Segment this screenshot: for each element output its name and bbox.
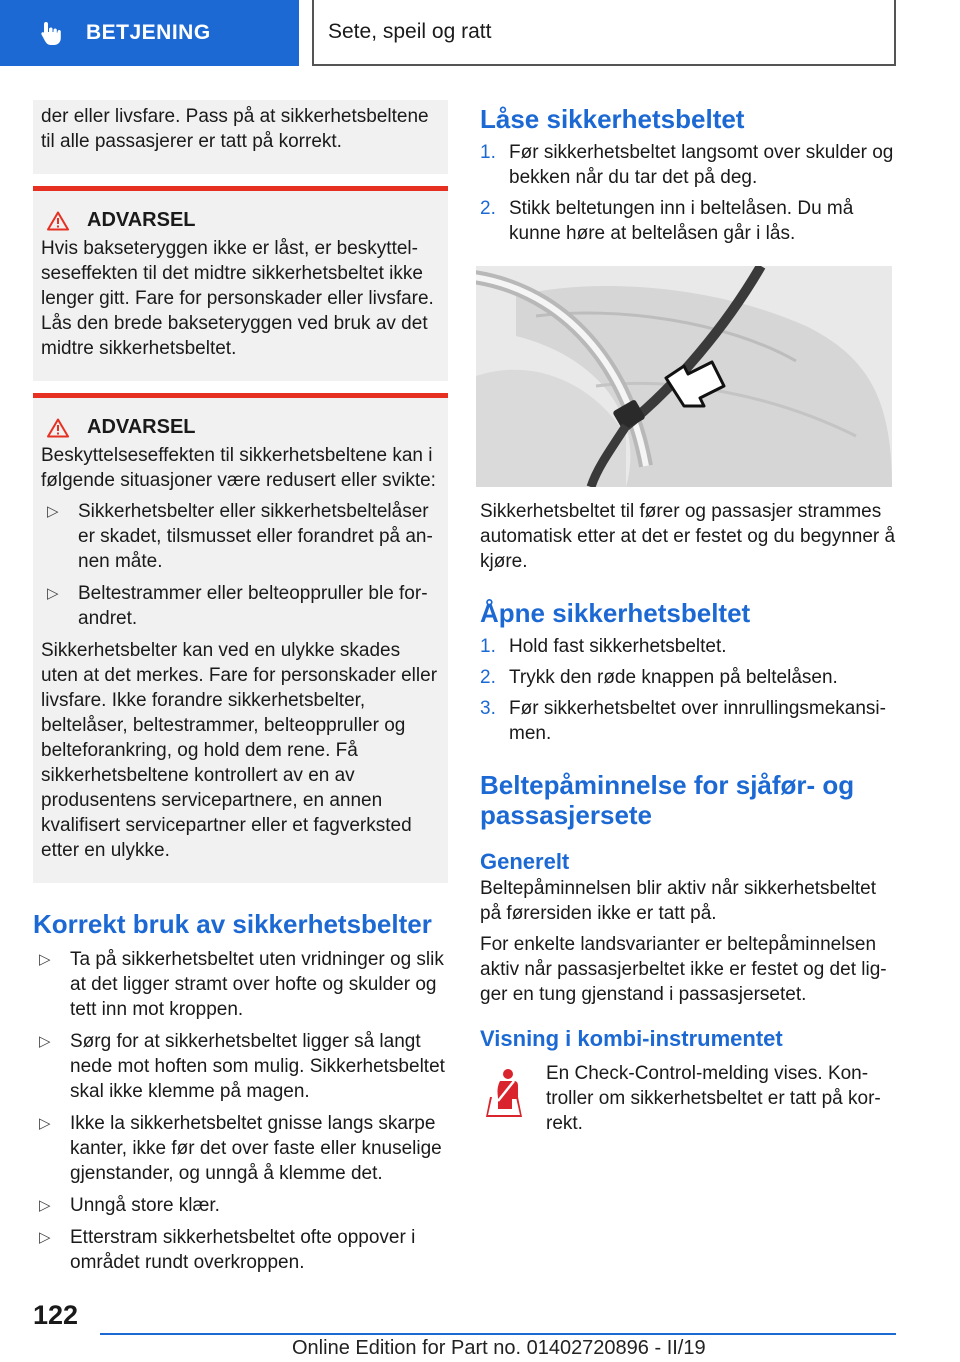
section-tab xyxy=(0,0,299,66)
warning-title: ADVARSEL xyxy=(87,416,196,438)
section-heading: Åpne sikkerhetsbeltet xyxy=(480,598,751,628)
warning-list xyxy=(41,499,440,631)
section-heading: Låse sikkerhetsbeltet xyxy=(480,104,745,134)
page-header xyxy=(0,0,960,66)
list-item: ▷ Unngå store klær. xyxy=(39,1195,220,1216)
list-item: ▷ Sikkerhetsbelter eller sikkerhetsbeltelåser er skadet, tilsmusset eller forandret på annen måte. xyxy=(47,501,433,572)
warning-box-2 xyxy=(33,398,448,883)
list-item: ▷ Ikke la sikkerhetsbeltet gnisse langs skarpe kanter, ikke før det over faste eller knuselige gjenstander, og unngå å klemme det. xyxy=(39,1113,442,1184)
list-item: ▷ Etterstram sikkerhetsbeltet ofte oppover i området rundt overkroppen. xyxy=(39,1227,416,1273)
seatbelt-illustration xyxy=(476,266,892,487)
warning-text: Sikkerhetsbelter kan ved en ulykke skades uten at det merkes. Fare for personskader eller livsfare. Ikke forandre sikkerhetsbelter, beltelåser, beltestrammer, belteoppruller og belteforankring, og hold dem rene. Få sikkerhetsbeltene kontrollert av en av produsentens servicepartnere, en annen kvalifisert servicepartner eller et fagverksted etter en ulykke. xyxy=(41,640,438,861)
warning-title: ADVARSEL xyxy=(87,209,196,231)
korrekt-list xyxy=(33,947,448,1275)
warning-intro: Beskyttelseseffekten til sikkerhetsbeltene kan i følgende situasjoner være redusert eller svikte: xyxy=(41,445,436,491)
footer-divider xyxy=(100,1333,896,1335)
page-number: 122 xyxy=(33,1300,79,1330)
step-item: 1. Hold fast sikkerhetsbeltet. xyxy=(480,636,727,657)
step-item: 3. Før sikkerhetsbeltet over innrullingsmekansimen. xyxy=(480,698,886,744)
paragraph: For enkelte landsvarianter er beltepåminnelsen aktiv når passasjerbeltet ikke er festet og det ligger en tung gjenstand i passasjersetet. xyxy=(480,934,887,1005)
triangle-bullet-icon: ▷ xyxy=(39,1197,51,1214)
warning-heading xyxy=(41,209,440,232)
step-item: 1. Før sikkerhetsbeltet langsomt over skulder og bekken når du tar det på deg. xyxy=(480,142,894,188)
warning-triangle-icon xyxy=(47,418,69,438)
triangle-bullet-icon: ▷ xyxy=(47,503,59,520)
step-item: 2. Trykk den røde knappen på beltelåsen. xyxy=(480,667,838,688)
triangle-bullet-icon: ▷ xyxy=(39,1229,51,1246)
subheading: Visning i kombi-instrumentet xyxy=(480,1026,783,1051)
list-item: ▷ Ta på sikkerhetsbeltet uten vridninger og slik at det ligger stramt over hofte og skulder og tett inn mot kroppen. xyxy=(39,949,444,1020)
section-label: BETJENING xyxy=(86,21,211,44)
triangle-bullet-icon: ▷ xyxy=(39,1115,51,1132)
list-item: ▷ Sørg for at sikkerhetsbeltet ligger så langt nede mot hoften som mulig. Sikkerhetsbeltet skal ikke klemme på magen. xyxy=(39,1031,445,1102)
section-heading: Beltepåminnelse for sjåfør- og passasjersete xyxy=(480,770,855,830)
list-item: ▷ Beltestrammer eller belteoppruller ble forandret. xyxy=(47,583,428,629)
subheading: Generelt xyxy=(480,849,570,874)
triangle-bullet-icon: ▷ xyxy=(39,951,51,968)
right-column xyxy=(480,100,900,1136)
triangle-bullet-icon: ▷ xyxy=(39,1033,51,1050)
warning-triangle-icon xyxy=(47,211,69,231)
warning-text: Hvis bakseteryggen ikke er låst, er beskyttelseseffekten til det midtre sikkerhetsbeltet ikke lenger gitt. Fare for personskader eller livsfare. Lås den brede bakseteryggen ved bruk av det midtre sikkerhetsbeltet. xyxy=(41,238,434,359)
apne-steps xyxy=(480,634,900,746)
kombi-text: En Check-Control-melding vises. Kontroller om sikkerhetsbeltet er tatt på korrekt. xyxy=(546,1063,881,1134)
warning-box-1 xyxy=(33,191,448,381)
kombi-row xyxy=(480,1061,900,1136)
lase-steps xyxy=(480,140,900,246)
continued-text: der eller livsfare. Pass på at sikkerhetsbeltene til alle passasjerer er tatt på korrekt. xyxy=(41,106,429,152)
figure-caption: Sikkerhetsbeltet til fører og passasjer strammes automatisk etter at det er festet og du begynner å kjøre. xyxy=(480,501,896,572)
continued-box xyxy=(33,100,448,174)
step-item: 2. Stikk beltetungen inn i beltelåsen. Du må kunne høre at beltelåsen går i lås. xyxy=(480,198,854,244)
chapter-title: Sete, speil og ratt xyxy=(312,0,896,66)
section-heading: Korrekt bruk av sikkerhetsbelter xyxy=(33,909,432,939)
warning-heading xyxy=(41,416,440,439)
triangle-bullet-icon: ▷ xyxy=(47,585,59,602)
pointing-hand-icon xyxy=(38,19,66,47)
left-column xyxy=(33,100,448,1282)
seat-image xyxy=(476,266,892,487)
paragraph: Beltepåminnelsen blir aktiv når sikkerhetsbeltet på førersiden ikke er tatt på. xyxy=(480,878,877,924)
footer-edition: Online Edition for Part no. 01402720896 - II/19 xyxy=(292,1337,706,1359)
seatbelt-warning-icon xyxy=(484,1067,524,1119)
